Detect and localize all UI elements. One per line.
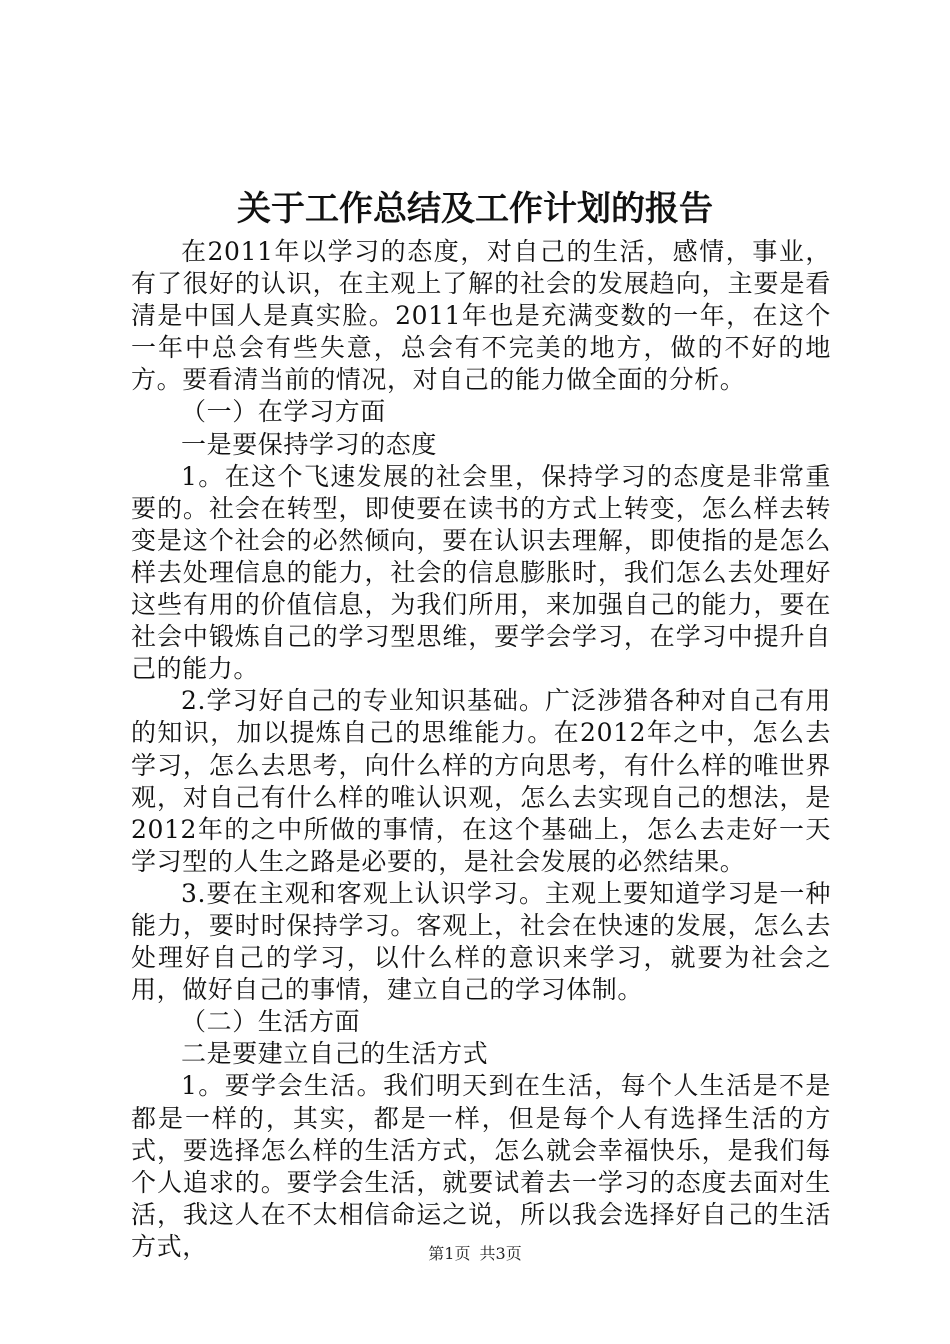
document-body <box>131 236 831 1263</box>
page-number: 第1页 <box>428 1244 471 1263</box>
paragraph-study-point-1: 1。在这个飞速发展的社会里，保持学习的态度是非常重要的。社会在转型，即使要在读书的方式上转变，怎么样去转变是这个社会的必然倾向，要在认识去理解，即使指的是怎么样去处理信息的能力，社会的信息膨胀时，我们怎么去处理好这些有用的价值信息，为我们所用，来加强自己的能力，要在社会中锻炼自己的学习型思维，要学会学习，在学习中提升自己的能力。 <box>131 461 831 684</box>
intro-paragraph: 在2011年以学习的态度，对自己的生活，感情，事业，有了很好的认识，在主观上了解的社会的发展趋向，主要是看清是中国人是真实脸。2011年也是充满变数的一年，在这个一年中总会有些失意，总会有不完美的地方，做的不好的地方。要看清当前的情况，对自己的能力做全面的分析。 <box>131 237 831 395</box>
page-footer <box>0 1243 950 1265</box>
page-total: 共3页 <box>479 1244 522 1263</box>
paragraph-study-point-3: 3.要在主观和客观上认识学习。主观上要知道学习是一种能力，要时时保持学习。客观上，社会在快速的发展，怎么去处理好自己的学习，以什么样的意识来学习，就要为社会之用，做好自己的事情，建立自己的学习体制。 <box>131 878 831 1005</box>
section-heading-study: （一）在学习方面 <box>181 397 386 427</box>
paragraph-life-point-1: 1。要学会生活。我们明天到在生活，每个人生活是不是都是一样的，其实，都是一样，但是每个人有选择生活的方式，要选择怎么样的生活方式，怎么就会幸福快乐，是我们每个人追求的。要学会生活，就要试着去一学习的态度去面对生活，我这人在不太相信命运之说，所以我会选择好自己的生活方式， <box>131 1071 831 1261</box>
subheading-study-attitude: 一是要保持学习的态度 <box>181 429 438 459</box>
paragraph-study-point-2: 2.学习好自己的专业知识基础。广泛涉猎各种对自己有用的知识，加以提炼自己的思维能力。在2012年之中，怎么去学习，怎么去思考，向什么样的方向思考，有什么样的唯世界观，对自己有什么样的唯认识观，怎么去实现自己的想法，是2012年的之中所做的事情，在这个基础上，怎么去走好一天学习型的人生之路是必要的，是社会发展的必然结果。 <box>131 686 831 876</box>
document-title: 关于工作总结及工作计划的报告 <box>237 189 713 229</box>
section-heading-life: （二）生活方面 <box>181 1007 361 1037</box>
subheading-life-style: 二是要建立自己的生活方式 <box>181 1039 489 1069</box>
